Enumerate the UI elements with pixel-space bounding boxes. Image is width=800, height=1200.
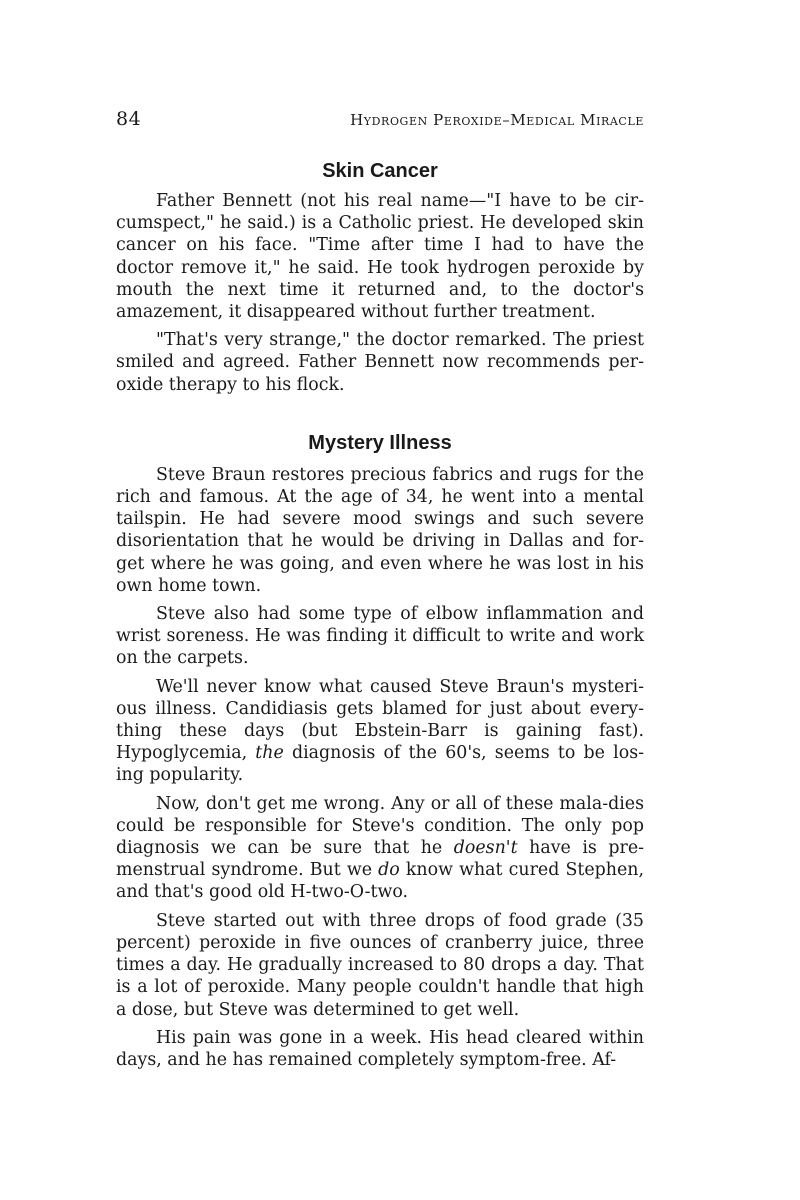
page-number: 84 xyxy=(116,108,142,130)
emphasis-text: do xyxy=(378,860,400,881)
paragraph-text: have is pre-menstrual syndrome. But we xyxy=(116,838,644,881)
section-heading-skin-cancer: Skin Cancer xyxy=(322,160,438,182)
paragraph xyxy=(116,793,644,904)
paragraph-text: know what cured Stephen, and that's good old H-two-O-two. xyxy=(116,860,644,903)
paragraph: Steve Braun restores precious fabrics and rugs for the rich and famous. At the age of 34, he went into a mental tailspin. He had severe mood swings and such severe disorientation that he would be driving in Dallas and for-get where he was going, and even where he was lost in his own home town. xyxy=(116,464,644,596)
paragraph xyxy=(116,676,644,787)
emphasis-text: the xyxy=(255,743,284,764)
paragraph-text: We'll never know what caused Steve Braun's mysteri-ous illness. Candidiasis gets blamed for just about every-thing these days (but Ebstein-Barr is gaining fast). Hypoglycemia, xyxy=(116,676,644,764)
paragraph: "That's very strange," the doctor remarked. The priest smiled and agreed. Father Bennett now recommends per-oxide therapy to his flock. xyxy=(116,330,644,395)
running-head xyxy=(116,108,644,138)
paragraph: His pain was gone in a week. His head cleared within days, and he has remained completely symptom-free. Af- xyxy=(116,1027,644,1070)
emphasis-text: doesn't xyxy=(453,838,518,859)
section-heading-mystery-illness: Mystery Illness xyxy=(308,431,452,454)
running-title: Hydrogen Peroxide–Medical Miracle xyxy=(350,111,644,129)
paragraph: Steve started out with three drops of food grade (35 percent) peroxide in five ounces of cranberry juice, three times a day. He gradually increased to 80 drops a day. That is a lot of peroxide. Many people couldn't handle that high a dose, but Steve was determined to get well. xyxy=(116,910,644,1020)
paragraph-text: Now, don't get me wrong. Any or all of these mala-dies could be responsible for Steve's condition. The only pop diagnosis we can be sure that he xyxy=(116,793,644,859)
paragraph: Steve also had some type of elbow inflammation and wrist soreness. He was finding it difficult to write and work on the carpets. xyxy=(116,604,644,669)
paragraph: Father Bennett (not his real name—"I have to be cir-cumspect," he said.) is a Catholic priest. He developed skin cancer on his face. "Time after time I had to have the doctor remove it," he said. He took hydrogen peroxide by mouth the next time it returned and, to the doctor's amazement, it disappeared without further treatment. xyxy=(116,191,644,323)
book-page xyxy=(116,108,644,1077)
paragraph-text: diagnosis of the 60's, seems to be los-ing popularity. xyxy=(116,743,645,786)
